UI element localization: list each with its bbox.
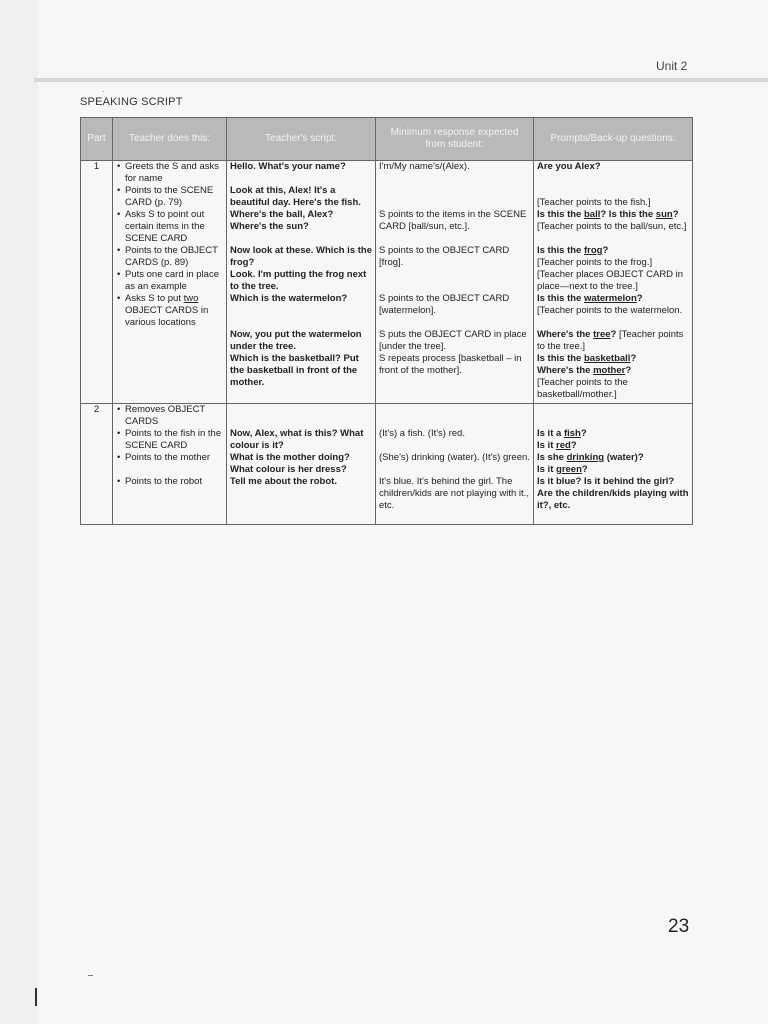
teacher-action: • Points to the OBJECT CARDS (p. 89) — [113, 245, 227, 269]
prompt: Are you Alex? — [534, 161, 693, 186]
teacher-action: • Points to the fish in the SCENE CARD — [113, 428, 227, 452]
teacher-script: Which is the basketball? Put the basketball in front of the mother. — [227, 353, 376, 404]
teacher-script: Now, you put the watermelon under the tree. — [227, 329, 376, 353]
student-response: S points to the items in the SCENE CARD [ball/sun, etc.]. — [376, 209, 534, 245]
student-response: It's blue. It's behind the girl. The children/kids are not playing with it., etc. — [376, 476, 534, 525]
prompt: Where's the tree? [Teacher points to the tree.] — [534, 329, 693, 353]
teacher-action: • Puts one card in place as an example — [113, 269, 227, 293]
table-row — [81, 269, 693, 293]
teacher-script: Where's the ball, Alex? Where's the sun? — [227, 209, 376, 245]
table-row — [81, 329, 693, 353]
prompt: Is this the frog? [Teacher points to the frog.] — [534, 245, 693, 269]
table-row — [81, 209, 693, 245]
speaking-script-table — [80, 117, 693, 525]
prompt: [Teacher points to the fish.] — [534, 185, 693, 209]
table-row — [81, 404, 693, 429]
teacher-action: • Removes OBJECT CARDS — [113, 404, 227, 429]
table-header-row — [81, 118, 693, 161]
prompt: Is she drinking (water)? Is it green? — [534, 452, 693, 476]
teacher-action: • Greets the S and asks for name — [113, 161, 227, 186]
teacher-action: • Points to the SCENE CARD (p. 79) — [113, 185, 227, 209]
prompt: Is it a fish? Is it red? — [534, 428, 693, 452]
table-row — [81, 293, 693, 329]
teacher-script: Which is the watermelon? — [227, 293, 376, 329]
table-row — [81, 185, 693, 209]
prompt: Is this the ball? Is this the sun? [Teacher points to the ball/sun, etc.] — [534, 209, 693, 245]
part-number: 1 — [81, 161, 113, 186]
student-response: S points to the OBJECT CARD [watermelon]. — [376, 293, 534, 329]
student-response: S points to the OBJECT CARD [frog]. — [376, 245, 534, 269]
teacher-script: What is the mother doing? What colour is her dress? — [227, 452, 376, 476]
scan-edge-mark — [35, 988, 37, 1006]
table-row — [81, 428, 693, 452]
prompt: Is it blue? Is it behind the girl? Are the children/kids playing with it?, etc. — [534, 476, 693, 525]
student-response: (It's) a fish. (It's) red. — [376, 428, 534, 452]
table-row — [81, 353, 693, 404]
prompt: Is this the watermelon? [Teacher points to the watermelon. — [534, 293, 693, 329]
unit-label: Unit 2 — [656, 59, 688, 73]
teacher-script: Look. I'm putting the frog next to the tree. — [227, 269, 376, 293]
column-header: Teacher does this: — [113, 118, 227, 161]
column-header: Part — [81, 118, 113, 161]
teacher-action: • Points to the mother — [113, 452, 227, 476]
page-number: 23 — [668, 916, 690, 937]
student-response — [376, 269, 534, 293]
student-response: S puts the OBJECT CARD in place [under the tree]. — [376, 329, 534, 353]
student-response: I'm/My name's/(Alex). — [376, 161, 534, 186]
column-header: Prompts/Back-up questions: — [534, 118, 693, 161]
teacher-script: Look at this, Alex! It's a beautiful day. Here's the fish. — [227, 185, 376, 209]
student-response — [376, 185, 534, 209]
prompt: Is this the basketball? Where's the mother? [Teacher points to the basketball/mother.] — [534, 353, 693, 404]
table-row — [81, 245, 693, 269]
teacher-script: Now, Alex, what is this? What colour is it? — [227, 428, 376, 452]
teacher-action: • Asks S to put two OBJECT CARDS in various locations — [113, 293, 227, 329]
teacher-script: Hello. What's your name? — [227, 161, 376, 186]
header-rule — [34, 78, 768, 82]
table-row — [81, 476, 693, 525]
student-response: (She's) drinking (water). (It's) green. — [376, 452, 534, 476]
teacher-action: • Points to the robot — [113, 476, 227, 525]
part-number: 2 — [81, 404, 113, 429]
teacher-action: • Asks S to point out certain items in the SCENE CARD — [113, 209, 227, 245]
column-header: Teacher's script: — [227, 118, 376, 161]
student-response: S repeats process [basketball – in front of the mother]. — [376, 353, 534, 404]
teacher-script: Now look at these. Which is the frog? — [227, 245, 376, 269]
scan-speck — [103, 91, 104, 92]
teacher-script: Tell me about the robot. — [227, 476, 376, 525]
prompt: [Teacher places OBJECT CARD in place—next to the tree.] — [534, 269, 693, 293]
table-row — [81, 452, 693, 476]
scan-mark — [88, 975, 93, 976]
table-row — [81, 161, 693, 186]
section-title: SPEAKING SCRIPT — [80, 96, 183, 108]
column-header: Minimum response expected from student: — [376, 118, 534, 161]
